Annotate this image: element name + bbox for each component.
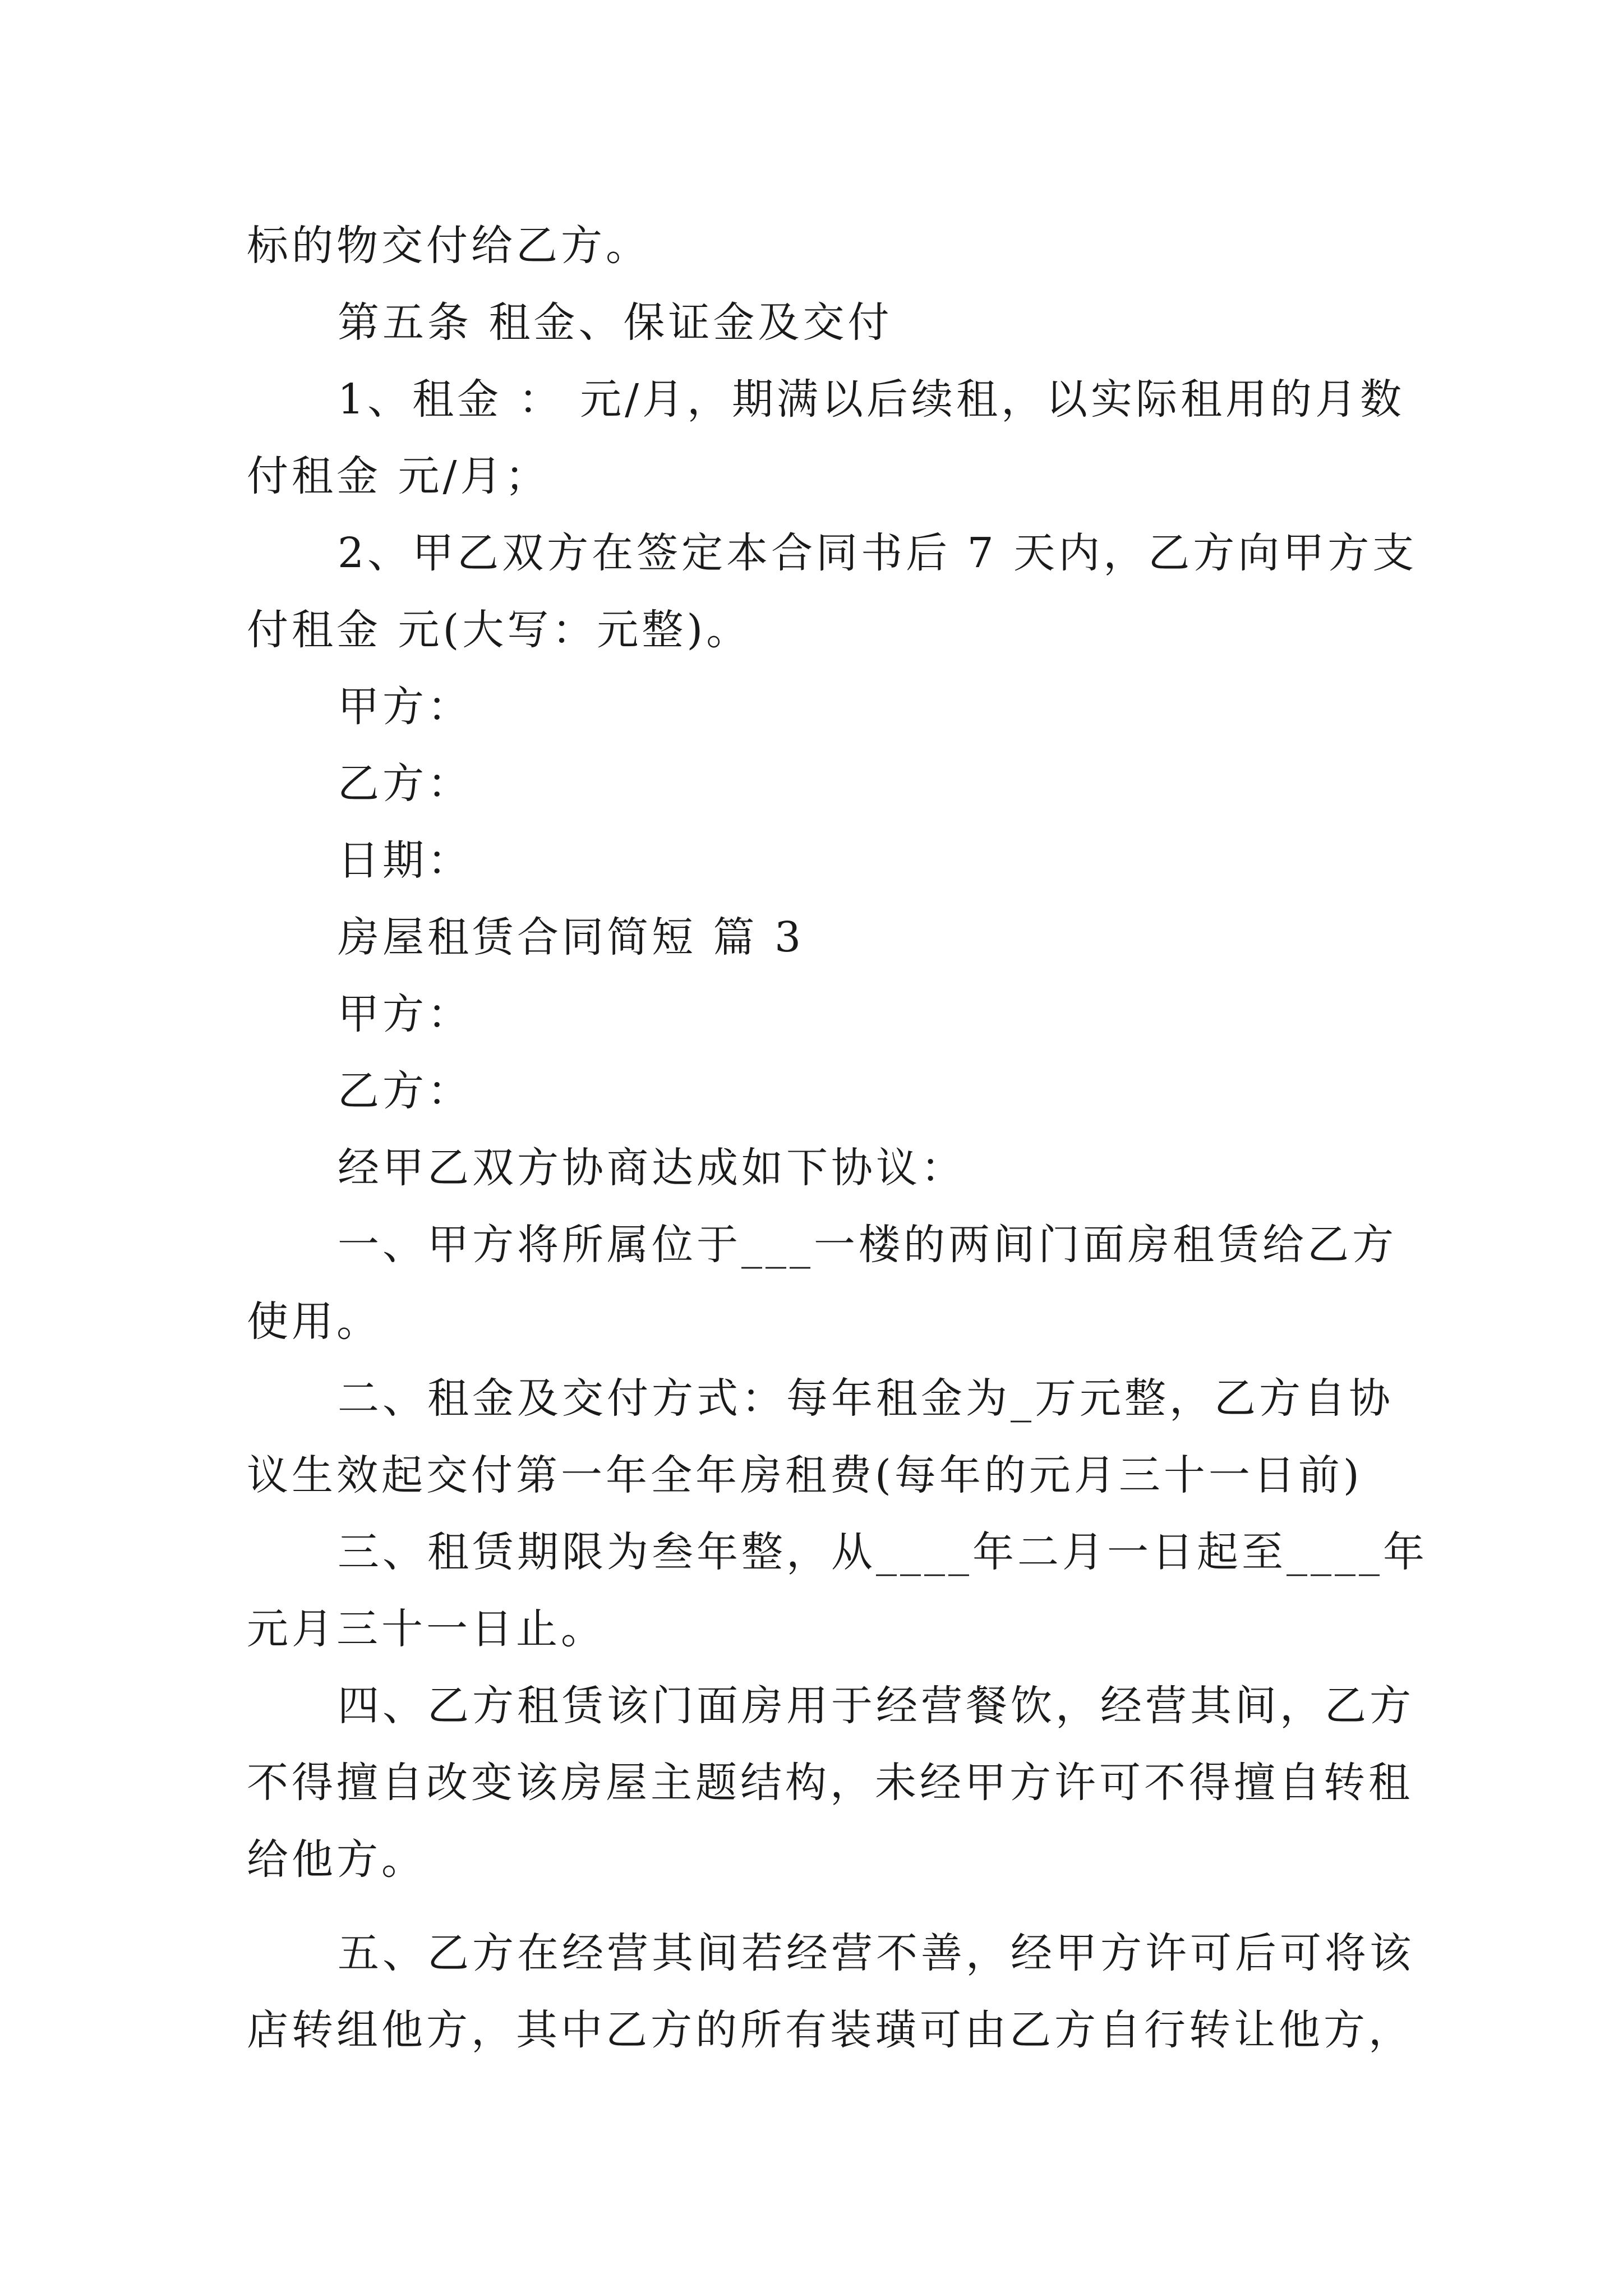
clause-5: 五、乙方在经营其间若经营不善，经甲方许可后可将该 — [338, 1929, 1414, 1977]
clause-1: 一、甲方将所属位于___一楼的两间门面房租赁给乙方 — [338, 1221, 1397, 1269]
party-a-label: 甲方： — [338, 990, 472, 1038]
text-line: 1、租金 ： 元/月，期满以后续租，以实际租用的月数 — [338, 375, 1405, 424]
text-line: 给他方。 — [247, 1835, 426, 1884]
text-line: 经甲乙双方协商达成如下协议： — [338, 1144, 966, 1192]
party-b-label: 乙方： — [338, 760, 472, 808]
text-line: 付租金 元(大写：元整)。 — [247, 606, 751, 654]
clause-4: 四、乙方租赁该门面房用于经营餐饮，经营其间，乙方 — [338, 1682, 1414, 1730]
section-title: 房屋租赁合同简短 篇 3 — [338, 913, 805, 961]
date-label: 日期： — [338, 836, 472, 885]
text-line: 标的物交付给乙方。 — [247, 222, 651, 270]
party-b-label: 乙方： — [338, 1067, 472, 1115]
section-heading: 第五条 租金、保证金及交付 — [338, 298, 893, 347]
party-a-label: 甲方： — [338, 683, 472, 731]
text-line: 不得擅自改变该房屋主题结构，未经甲方许可不得擅自转租 — [247, 1759, 1413, 1807]
text-line: 议生效起交付第一年全年房租费(每年的元月三十一日前) — [247, 1451, 1363, 1499]
text-line: 元月三十一日止。 — [247, 1605, 606, 1653]
text-line: 使用。 — [247, 1297, 381, 1346]
text-line: 2、甲乙双方在签定本合同书后 7 天内，乙方向甲方支 — [338, 529, 1418, 577]
document-body — [247, 208, 1428, 2069]
text-line: 付租金 元/月； — [247, 452, 550, 500]
clause-3: 三、租赁期限为叁年整，从____年二月一日起至____年 — [338, 1528, 1428, 1576]
paragraph-gap — [247, 1898, 1385, 1915]
text-line: 店转组他方，其中乙方的所有装璜可由乙方自行转让他方， — [247, 2006, 1413, 2054]
clause-2: 二、租金及交付方式：每年租金为_万元整，乙方自协 — [338, 1374, 1394, 1423]
